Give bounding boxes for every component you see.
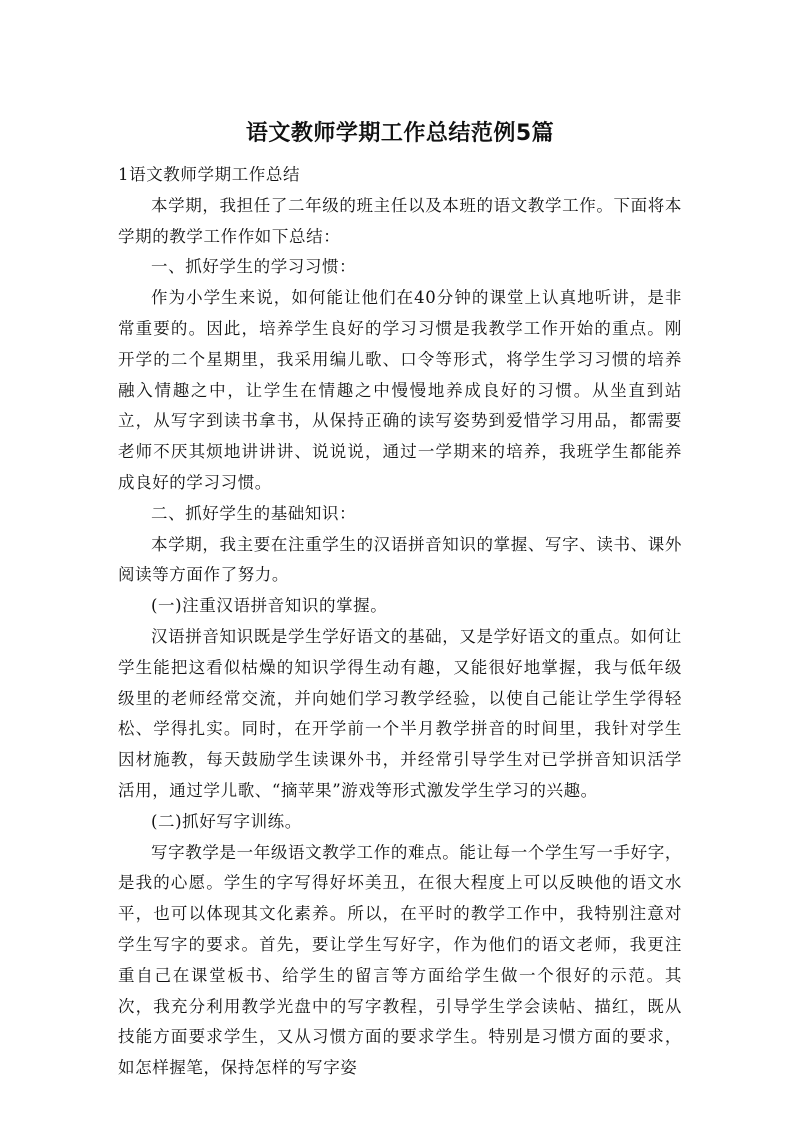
paragraph-habits: 作为小学生来说，如何能让他们在40分钟的课堂上认真地听讲，是非常重要的。因此，培养学生良好的学习习惯是我教学工作开始的重点。刚开学的二个星期里，我采用编儿歌、口令等形式，将学生学习习惯的培养融入情趣之中，让学生在情趣之中慢慢地养成良好的习惯。从坐直到站立，从写字到读书拿书，从保持正确的读写姿势到爱惜学习用品，都需要老师不厌其烦地讲讲讲、说说说，通过一学期来的培养，我班学生都能养成良好的学习习惯。 — [118, 288, 682, 492]
paragraph-pinyin: 汉语拼音知识既是学生学好语文的基础，又是学好语文的重点。如何让学生能把这看似枯燥的知识学得生动有趣，又能很好地掌握，我与低年级级里的老师经常交流，并向她们学习教学经验，以使自己能让学生学得轻松、学得扎实。同时，在开学前一个半月教学拼音的时间里，我针对学生因材施教，每天鼓励学生读课外书，并经常引导学生对已学拼音知识活学活用，通过学儿歌、“摘苹果”游戏等形式激发学生学习的兴趣。 — [118, 626, 682, 800]
subheading-writing: (二)抓好写字训练。 — [151, 811, 302, 831]
section-heading: 1语文教师学期工作总结 — [118, 165, 301, 184]
document-title: 语文教师学期工作总结范例5篇 — [245, 121, 555, 146]
subheading-pinyin: (一)注重汉语拼音知识的掌握。 — [151, 596, 388, 616]
subheading-basics: 二、抓好学生的基础知识： — [151, 503, 357, 523]
paragraph-intro: 本学期，我担任了二年级的班主任以及本班的语文教学工作。下面将本学期的教学工作作如下总结： — [118, 195, 682, 246]
paragraph-basics: 本学期，我主要在注重学生的汉语拼音知识的掌握、写字、读书、课外阅读等方面作了努力。 — [118, 534, 682, 585]
document-body — [118, 160, 682, 1084]
paragraph-writing: 写字教学是一年级语文教学工作的难点。能让每一个学生写一手好字，是我的心愿。学生的字写得好坏美丑，在很大程度上可以反映他的语文水平，也可以体现其文化素养。所以，在平时的教学工作中，我特别注意对学生写字的要求。首先，要让学生写好字，作为他们的语文老师，我更注重自己在课堂板书、给学生的留言等方面给学生做一个很好的示范。其次，我充分利用教学光盘中的写字教程，引导学生学会读帖、描红，既从技能方面要求学生，又从习惯方面的要求学生。特别是习惯方面的要求，如怎样握笔，保持怎样的写字姿 — [118, 842, 682, 1078]
subheading-habits: 一、抓好学生的学习习惯： — [151, 257, 357, 277]
